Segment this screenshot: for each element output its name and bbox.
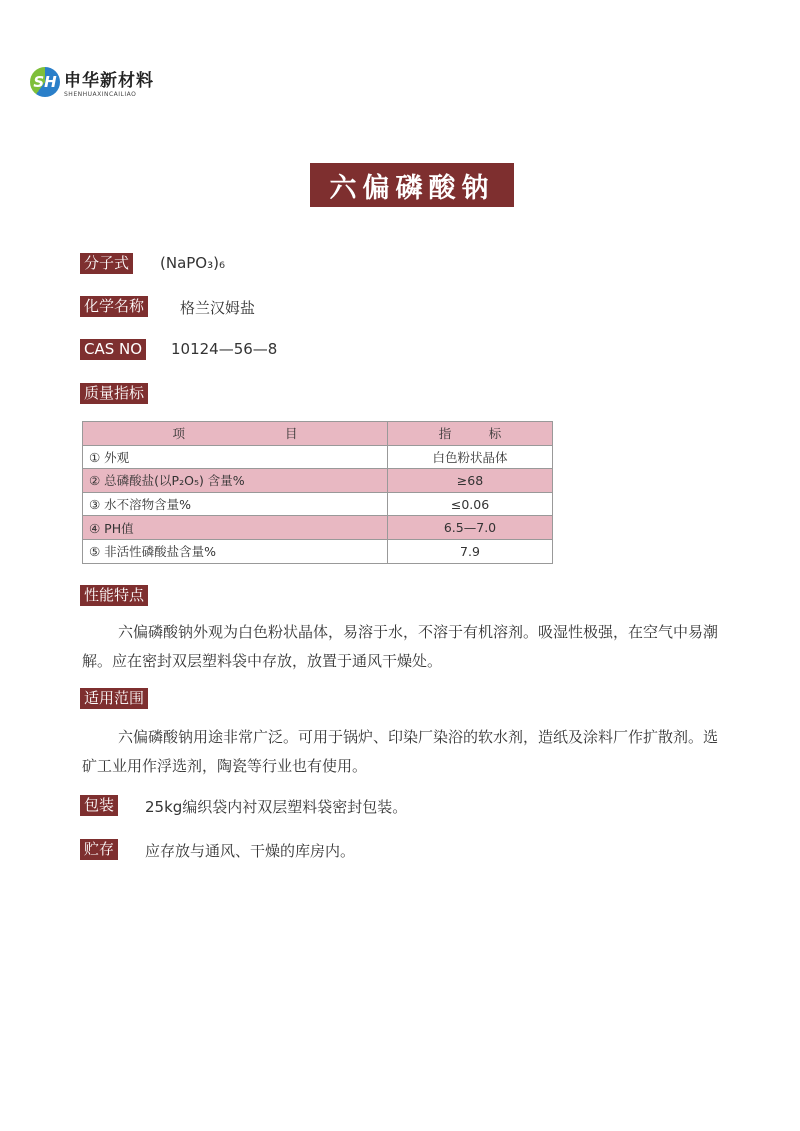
page-title: 六偏磷酸钠: [310, 163, 514, 207]
company-logo: [30, 66, 154, 98]
logo-name-en: SHENHUAXINCAILIAO: [64, 91, 137, 98]
cell-spec: ≤0.06: [388, 492, 553, 516]
packing-label: 包装: [80, 795, 118, 816]
table-row: [83, 445, 553, 469]
table-row: [83, 492, 553, 516]
formula-value: (NaPO₃)₆: [160, 254, 225, 272]
cas-value: 10124—56—8: [171, 340, 278, 358]
features-text: 六偏磷酸钠外观为白色粉状晶体，易溶于水，不溶于有机溶剂。吸湿性极强，在空气中易潮解。应在密封双层塑料袋中存放，放置于通风干燥处。: [82, 623, 719, 670]
cell-item: ④ PH值: [83, 516, 388, 540]
usage-label: 适用范围: [80, 688, 148, 709]
features-label: 性能特点: [80, 585, 148, 606]
table-row: [83, 539, 553, 563]
usage-text: 六偏磷酸钠用途非常广泛。可用于锅炉、印染厂染浴的软水剂，造纸及涂料厂作扩散剂。选矿工业用作浮选剂，陶瓷等行业也有使用。: [82, 728, 719, 775]
table-row: [83, 516, 553, 540]
formula-label: 分子式: [80, 253, 133, 274]
cell-spec: ≥68: [388, 469, 553, 493]
storage-label: 贮存: [80, 839, 118, 860]
cell-item: ⑤ 非活性磷酸盐含量%: [83, 539, 388, 563]
storage-text: 应存放与通风、干燥的库房内。: [145, 842, 356, 860]
cell-spec: 6.5—7.0: [388, 516, 553, 540]
table-header-row: [83, 422, 553, 446]
cell-spec: 白色粉状晶体: [388, 445, 553, 469]
cas-label: CAS NO: [80, 339, 146, 360]
quality-label: 质量指标: [80, 383, 148, 404]
quality-table: [82, 421, 553, 564]
packing-text: 25kg编织袋内衬双层塑料袋密封包装。: [145, 798, 408, 816]
cell-item: ③ 水不溶物含量%: [83, 492, 388, 516]
header-item: 项 目: [83, 422, 388, 446]
cell-item: ② 总磷酸盐(以P₂O₅) 含量%: [83, 469, 388, 493]
chemical-name-label: 化学名称: [80, 296, 148, 317]
chemical-name-value: 格兰汉姆盐: [180, 299, 256, 317]
cell-spec: 7.9: [388, 539, 553, 563]
cell-item: ① 外观: [83, 445, 388, 469]
logo-name-cn: 申华新材料: [64, 71, 154, 91]
header-spec: 指 标: [388, 422, 553, 446]
table-row: [83, 469, 553, 493]
logo-mark-icon: SH: [30, 67, 60, 97]
